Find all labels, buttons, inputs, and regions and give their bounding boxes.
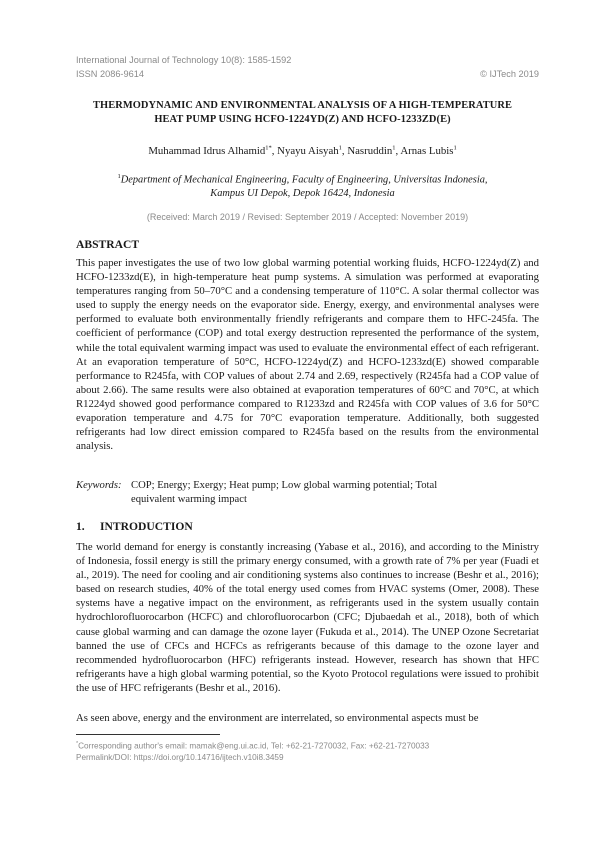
keywords [76,479,539,507]
paper-title: THERMODYNAMIC AND ENVIRONMENTAL ANALYSIS OF A HIGH-TEMPERATURE HEAT PUMP USING HCFO-1224YD(Z) AND HCFO-1233ZD(E) [93,100,512,125]
issn: ISSN 2086-9614 [76,69,144,79]
author-list [60,144,545,157]
footnote-divider [76,734,220,735]
keywords-label: Keywords: [76,480,122,491]
corresponding-author-footnote: *Corresponding author's email: mamak@eng.ui.ac.id, Tel: +62-21-7270032, Fax: +62-21-7270033 [76,741,430,751]
author: Arnas Lubis$^1$ [400,144,457,157]
keywords-text: COP; Energy; Exergy; Heat pump; Low global warming potential; Total equivalent warming impact [131,480,438,505]
author: Muhammad Idrus Alhamid$^{1*}$, [148,144,278,157]
introduction-paragraph: As seen above, energy and the environment are interrelated, so environmental aspects must be [76,712,479,724]
author: Nasruddin$^1$, [347,144,401,157]
author: Nyayu Aisyah$^1$, [277,144,348,157]
copyright: © IJTech 2019 [480,69,539,79]
permalink-footnote: Permalink/DOI: https://doi.org/10.14716/ijtech.v10i8.3459 [76,753,284,762]
journal-citation: International Journal of Technology 10(8): 1585-1592 [76,55,292,65]
introduction-paragraph: The world demand for energy is constantly increasing (Yabase et al., 2016), and according to the Ministry of Indonesia, fossil energy is still the primary energy consumed, with a growth rate of 7% per year (Fuadi et al., 2019). The need for cooling and air conditioning systems also continues to increase (Beshr et al., 2016); based on research studies, 40% of the total energy used comes from HVAC systems (Omer, 2008). These systems have a negative impact on the environment, as refrigerants used in the system usually contain hydrochlorofluorocarbon (HCFC) and chlorofluorocarbon (CFC; Djubaedah et al., 2018), both of which cause global warming and can damage the ozone layer (Fukuda et al., 2014). The UNEP Ozone Secretariat banned the use of CFCs and HCFCs as refrigerants because of this damage to the ozone layer and recommended hydrofluorocarbon (HFC) refrigerants instead. However, research has shown that HFC refrigerants have a high global warming potential, so the Kyoto Protocol regulations were issued to prohibit the use of HFC refrigerants (Beshr et al., 2016). [76,541,539,694]
section-title: INTRODUCTION [100,520,193,533]
received-dates: (Received: March 2019 / Revised: September 2019 / Accepted: November 2019) [146,212,469,222]
introduction-heading [76,520,193,533]
abstract-heading: ABSTRACT [76,238,140,251]
abstract-text: This paper investigates the use of two low global warming potential working fluids, HCFO-1224yd(Z) and HCFO-1233zd(E), in high-temperature heat pump systems. A simulation was performed at evaporating temperatures ranging from 50–70°C and a condensing temperature of 110°C. A solar thermal collector was used to supply the energy needs on the evaporator side. Energy, exergy, and environmental analyses were performed to evaluate both environmentally friendly refrigerants and compare them to HFC-245fa. The coefficient of performance (COP) and total exergy destruction represented the performance of the system, while the total equivalent warming impact was used to evaluate the environmental effect of each refrigerant. At an evaporation temperature of 50°C, HCFO-1224yd(Z) and HCFO-1233zd(E) showed comparable performance to R245fa, with COP values of about 2.74 and 2.69, respectively (R245fa had a COP value of about 2.66). The same results were also obtained at evaporation temperatures of 60°C and 70°C, at which R1224yd showed good performance compared to R1233zd and R245fa with COP values of 3.6 for 50°C evaporation temperature and 4.75 for 70°C evaporation temperature. Additionally, both suggested refrigerants had low direct emission compared to R245fa based on the results from the environmental analysis. [76,257,539,453]
section-number: 1. [76,520,85,533]
affiliation: $^1$Department of Mechanical Engineering, Faculty of Engineering, Universitas Indonesia, Kampus UI Depok, Depok 16424, Indonesia [117,173,488,200]
header-row [76,69,539,79]
